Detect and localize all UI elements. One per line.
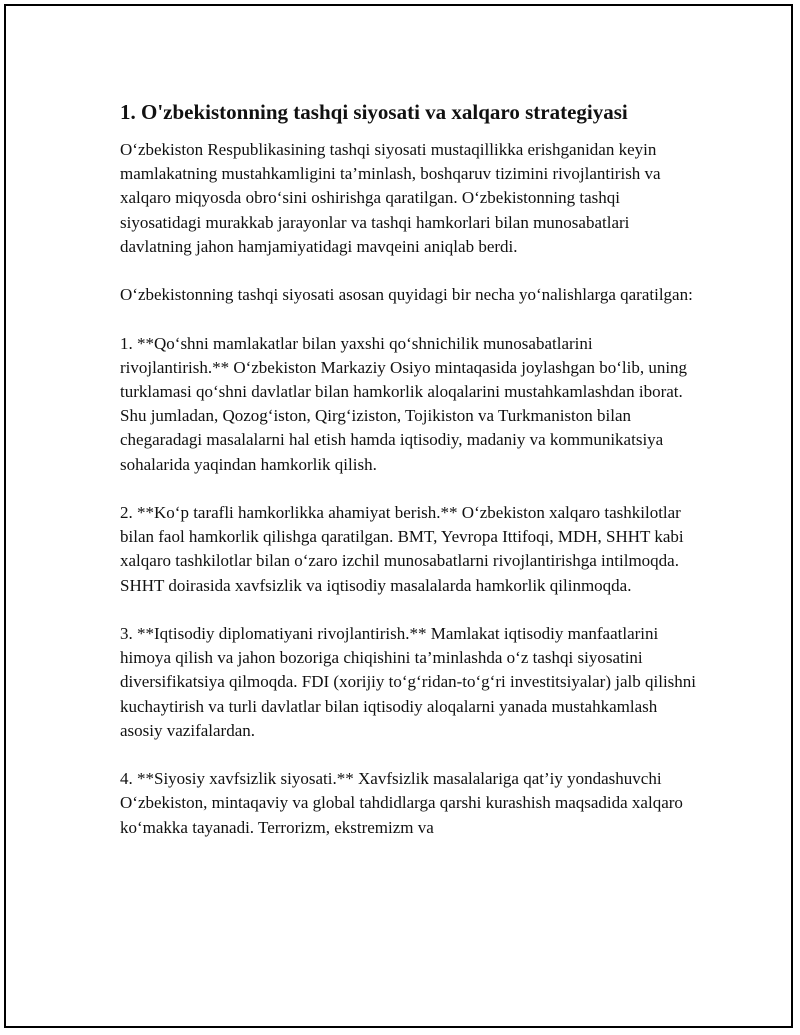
paragraph-item-4: 4. **Siyosiy xavfsizlik siyosati.** Xavfsizlik masalalariga qat’iy yondashuvchi O‘zbekiston, mintaqaviy va global tahdidlarga qarshi kurashish maqsadida xalqaro ko‘makka tayanadi. Terrorizm, ekstremizm va bbox=[120, 769, 683, 837]
document-title: 1. O'zbekistonning tashqi siyosati va xalqaro strategiyasi bbox=[120, 100, 628, 124]
paragraph-item-2: 2. **Ko‘p tarafli hamkorlikka ahamiyat berish.** O‘zbekiston xalqaro tashkilotlar bilan faol hamkorlik qilishga qaratilgan. BMT, Yevropa Ittifoqi, MDH, SHHT kabi xalqaro tashkilotlar bilan o‘zaro izchil munosabatlarni rivojlantirishga intilmoqda. SHHT doirasida xavfsizlik va iqtisodiy masalalarda hamkorlik qilinmoqda. bbox=[120, 503, 684, 595]
paragraph-intro: O‘zbekiston Respublikasining tashqi siyosati mustaqillikka erishganidan keyin mamlakatning mustahkamligini ta’minlash, boshqaruv tizimini rivojlantirish va xalqaro miqyosda obro‘sini oshirishga qaratilgan. O‘zbekistonning tashqi siyosatidagi murakkab jarayonlar va tashqi hamkorlari bilan munosabatlari davlatning jahon hamjamiyatidagi mavqeini aniqlab berdi. bbox=[120, 140, 661, 256]
document-body bbox=[120, 98, 700, 840]
paragraph-item-1: 1. **Qo‘shni mamlakatlar bilan yaxshi qo‘shnichilik munosabatlarini rivojlantirish.** O‘zbekiston Markaziy Osiyo mintaqasida joylashgan bo‘lib, uning turklamasi qo‘shni davlatlar bilan hamkorlik aloqalarini mustahkamlashdan iborat. Shu jumladan, Qozog‘iston, Qirg‘iziston, Tojikiston va Turkmaniston bilan chegaradagi masalalarni hal etish hamda iqtisodiy, madaniy va kommunikatsiya sohalarida yaqindan hamkorlik qilish. bbox=[120, 333, 688, 474]
page-frame bbox=[4, 4, 793, 1028]
paragraph-directions-lead: O‘zbekistonning tashqi siyosati asosan quyidagi bir necha yo‘nalishlarga qaratilgan: bbox=[120, 285, 693, 305]
paragraph-item-3: 3. **Iqtisodiy diplomatiyani rivojlantirish.** Mamlakat iqtisodiy manfaatlarini himoya qilish va jahon bozoriga chiqishini ta’minlashda o‘z tashqi siyosatini diversifikatsiya qilmoqda. FDI (xorijiy to‘g‘ridan-to‘g‘ri investitsiyalar) jalb qilishni kuchaytirish va turli davlatlar bilan iqtisodiy aloqalarni yanada mustahkamlash asosiy vazifalardan. bbox=[120, 624, 696, 740]
